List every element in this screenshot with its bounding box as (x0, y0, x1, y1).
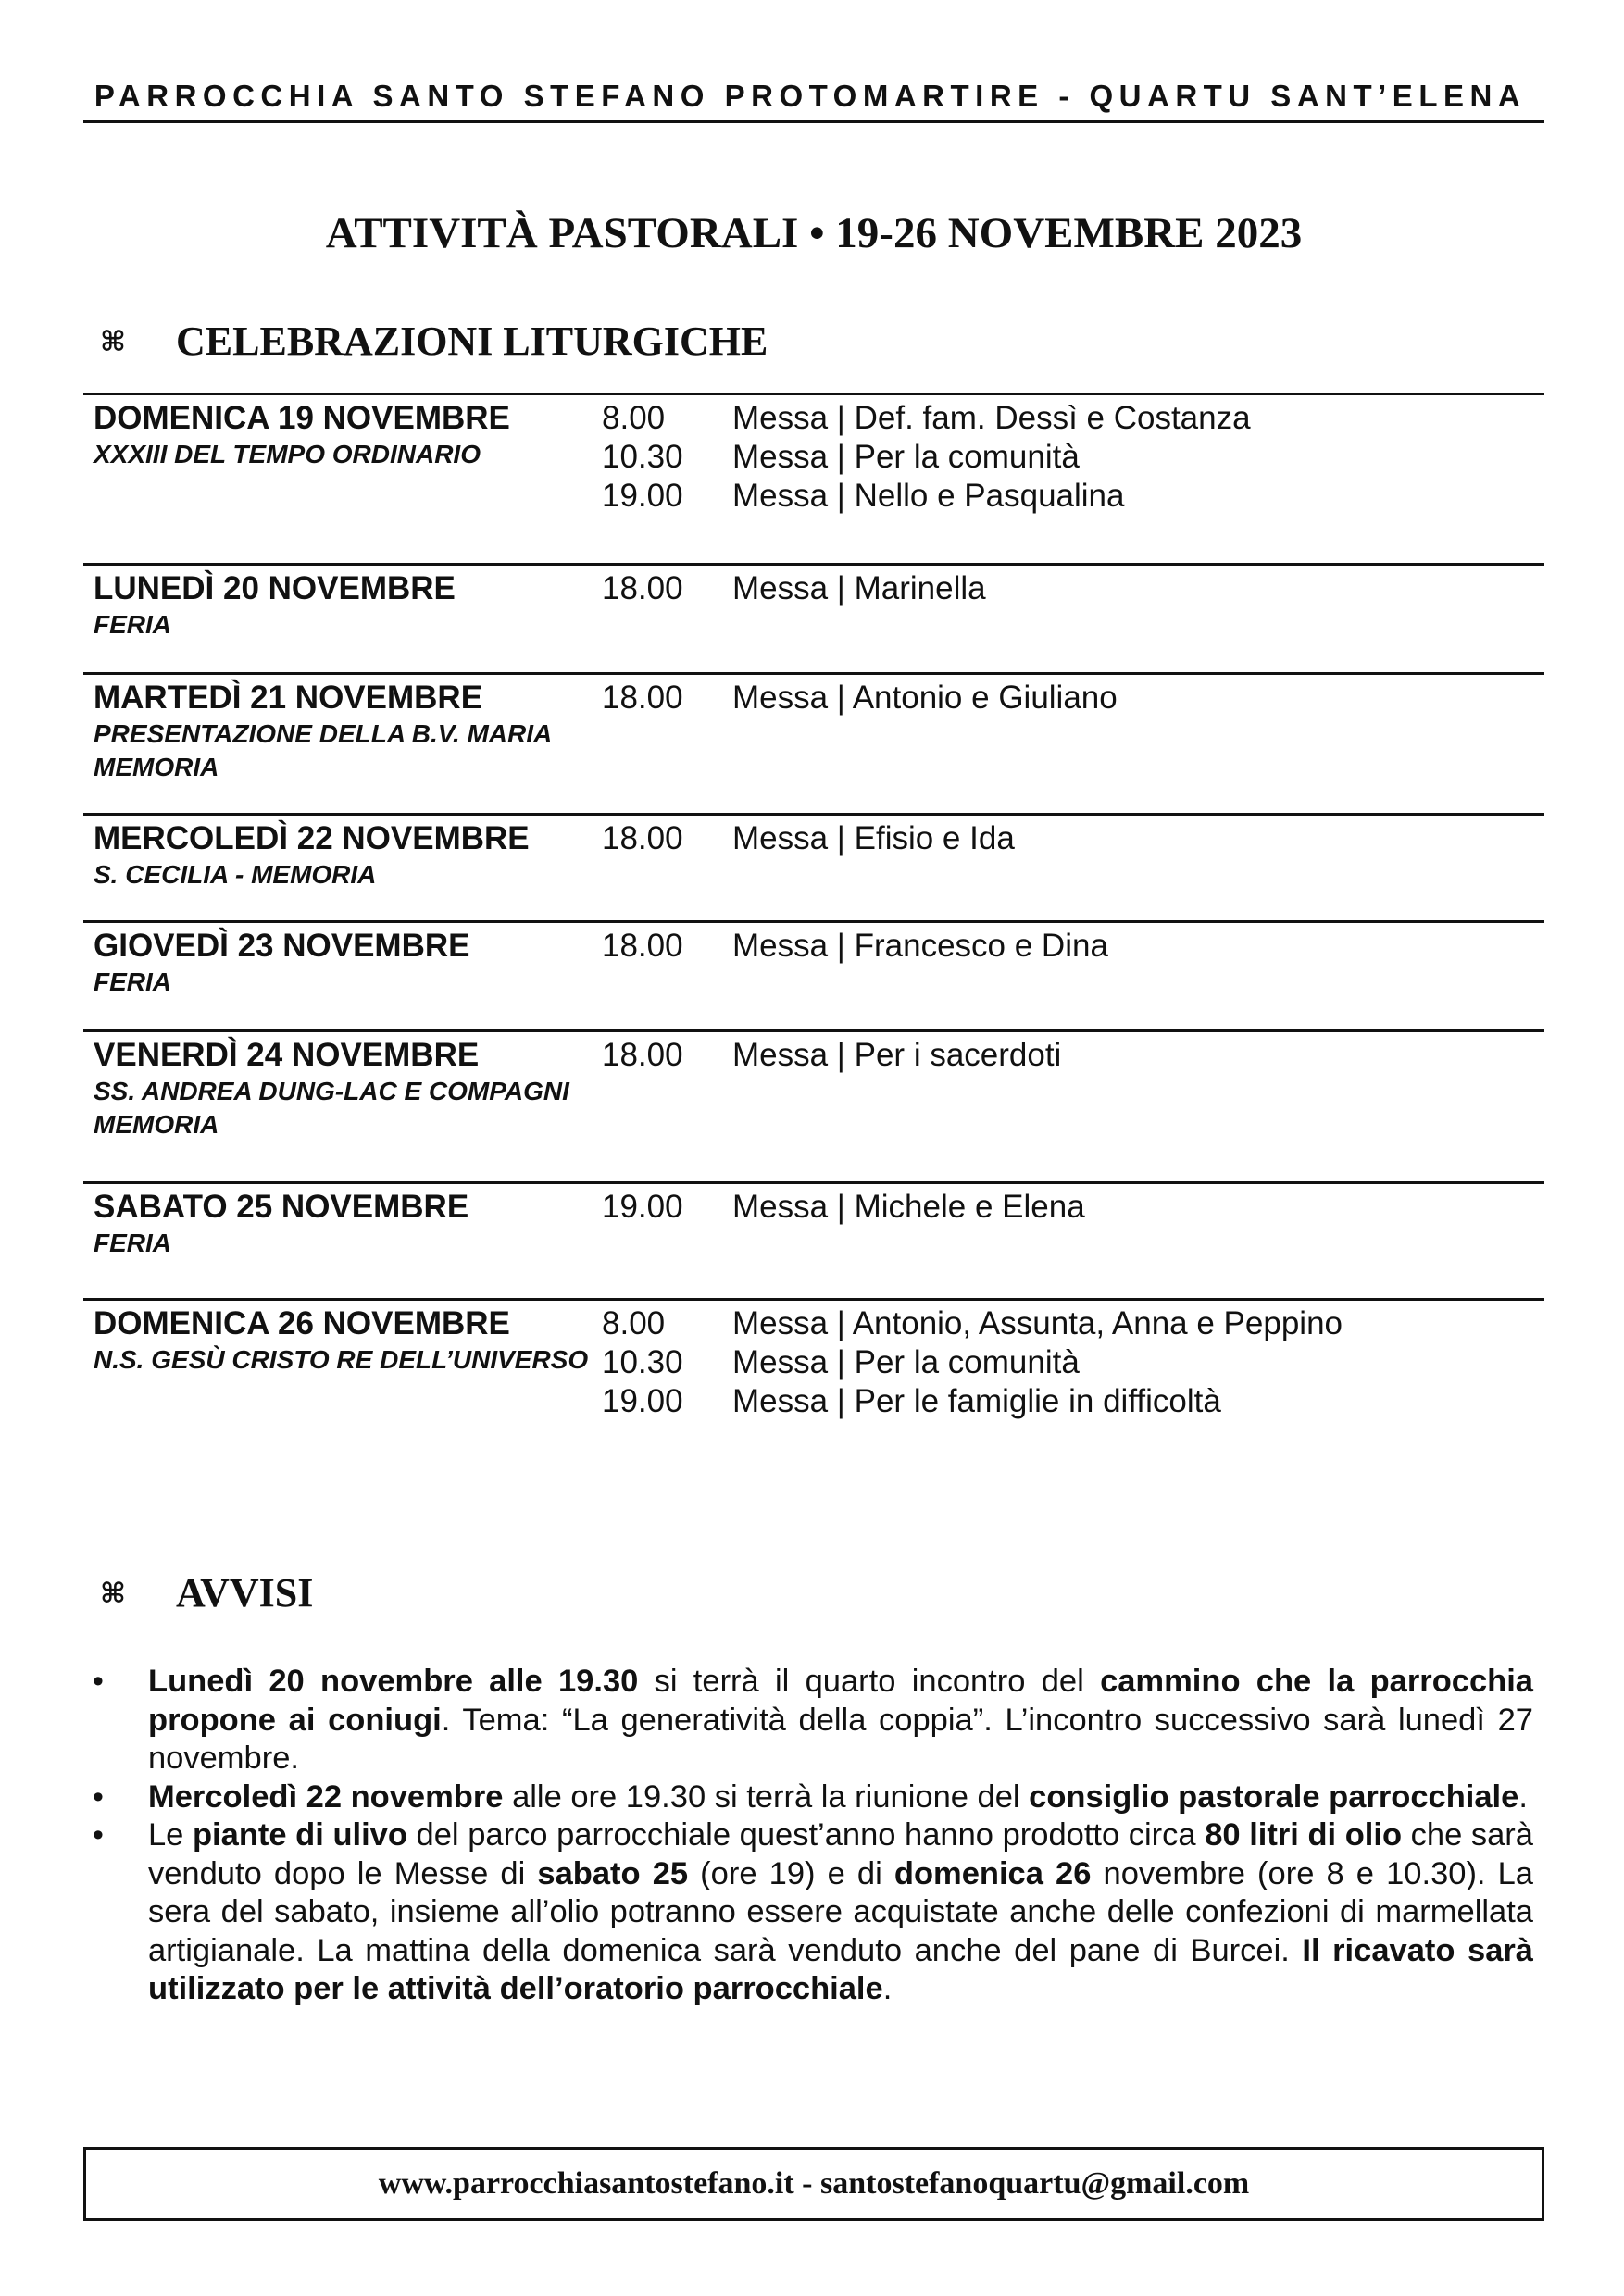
notice-text: (ore 19) e di (688, 1855, 894, 1891)
mass-intention: Messa | Francesco e Dina (732, 928, 1108, 964)
mass-intention: Messa | Def. fam. Dessì e Costanza (732, 400, 1251, 436)
schedule-row (83, 563, 1544, 672)
notices-list (93, 1663, 1533, 2009)
mass-item (602, 927, 1108, 966)
day-cell (94, 399, 612, 471)
section-heading-label: CELEBRAZIONI LITURGICHE (176, 318, 768, 364)
day-cell (94, 927, 612, 999)
mass-item (602, 1036, 1061, 1075)
notice-emphasis: piante di ulivo (192, 1817, 407, 1853)
mass-item (602, 438, 1251, 477)
schedule-row (83, 920, 1544, 1029)
mass-item (602, 1382, 1343, 1421)
bullet-icon: • (93, 1817, 104, 1853)
notice-text: Le (148, 1817, 193, 1853)
footer-contacts (83, 2147, 1544, 2221)
mass-intention: Messa | Efisio e Ida (732, 820, 1015, 856)
bullet-icon: • (93, 1778, 104, 1815)
liturgical-note: N.S. GESÙ CRISTO RE DELL’UNIVERSO (94, 1345, 589, 1374)
day-name: VENERDÌ 24 NOVEMBRE (94, 1037, 480, 1073)
mass-list (602, 927, 1108, 966)
mass-time: 8.00 (602, 1305, 666, 1341)
mass-intention: Messa | Per le famiglie in difficoltà (732, 1383, 1221, 1419)
schedule-row (83, 1029, 1544, 1181)
section-heading-label: AVVISI (176, 1570, 314, 1616)
liturgical-note: SS. ANDREA DUNG-LAC E COMPAGNI (94, 1077, 569, 1105)
mass-time: 19.00 (602, 1383, 683, 1419)
notice-item (93, 1816, 1533, 2009)
day-name: MARTEDÌ 21 NOVEMBRE (94, 680, 483, 716)
notice-text: novembre (ore 8 e 10.30). La sera del sabato, insieme all’olio potranno essere acquistate anche delle confezioni di marmellata artigianale. La mattina della domenica sarà venduto anche del pane di Burcei. (148, 1855, 1533, 1968)
day-cell (94, 1036, 612, 1142)
day-name: DOMENICA 19 NOVEMBRE (94, 400, 510, 436)
mass-intention: Messa | Nello e Pasqualina (732, 478, 1125, 514)
mass-list (602, 1188, 1085, 1227)
mass-list (602, 569, 986, 608)
star-bullet-icon: ⌘ (100, 327, 126, 357)
mass-list (602, 1304, 1343, 1421)
mass-time: 10.30 (602, 439, 683, 475)
header-divider (83, 120, 1544, 123)
mass-intention: Messa | Marinella (732, 570, 986, 606)
liturgical-note: S. CECILIA - MEMORIA (94, 860, 377, 889)
mass-item (602, 819, 1015, 858)
day-name: GIOVEDÌ 23 NOVEMBRE (94, 928, 470, 964)
mass-time: 10.30 (602, 1344, 683, 1380)
notice-item (93, 1778, 1533, 1817)
mass-item (602, 1304, 1343, 1343)
mass-list (602, 399, 1251, 516)
mass-item (602, 1343, 1343, 1382)
section-heading-liturgy (100, 317, 768, 368)
mass-intention: Messa | Antonio e Giuliano (732, 680, 1118, 716)
mass-intention: Messa | Per la comunità (732, 1344, 1080, 1380)
mass-item (602, 477, 1251, 516)
document-title: ATTIVITÀ PASTORALI • 19-26 NOVEMBRE 2023 (325, 209, 1303, 257)
mass-item (602, 399, 1251, 438)
liturgical-note: FERIA (94, 967, 171, 996)
section-heading-notices (100, 1568, 313, 1619)
mass-intention: Messa | Per i sacerdoti (732, 1037, 1062, 1073)
mass-time: 18.00 (602, 680, 683, 716)
notice-text: si terrà il quarto incontro del (638, 1664, 1101, 1699)
schedule-row (83, 1298, 1544, 1446)
day-name: LUNEDÌ 20 NOVEMBRE (94, 570, 456, 606)
schedule-row (83, 1181, 1544, 1298)
mass-item (602, 1188, 1085, 1227)
notice-text: del parco parrocchiale quest’anno hanno prodotto circa (406, 1817, 1206, 1853)
notice-emphasis: Il ricavato sarà utilizzato per le attività dell’oratorio parrocchiale (148, 1932, 1533, 2006)
notice-emphasis: Mercoledì 22 novembre (148, 1778, 504, 1815)
mass-list (602, 679, 1118, 718)
mass-time: 18.00 (602, 820, 683, 856)
mass-time: 8.00 (602, 400, 666, 436)
liturgical-note: FERIA (94, 610, 171, 639)
notice-emphasis: 80 litri di olio (1205, 1817, 1403, 1853)
notice-emphasis: sabato 25 (537, 1855, 689, 1891)
mass-intention: Messa | Per la comunità (732, 439, 1080, 475)
day-name: SABATO 25 NOVEMBRE (94, 1189, 469, 1225)
notice-emphasis: domenica 26 (893, 1855, 1092, 1891)
liturgy-schedule (83, 393, 1544, 1446)
schedule-row (83, 393, 1544, 563)
mass-list (602, 819, 1015, 858)
footer-contacts-text: www.parrocchiasantostefano.it - santostefanoquartu@gmail.com (378, 2166, 1250, 2201)
mass-time: 18.00 (602, 928, 683, 964)
liturgical-note: PRESENTAZIONE DELLA B.V. MARIA (94, 719, 553, 748)
liturgical-note: FERIA (94, 1229, 171, 1257)
mass-item (602, 679, 1118, 718)
liturgical-note: XXXIII DEL TEMPO ORDINARIO (94, 440, 481, 468)
mass-time: 19.00 (602, 1189, 683, 1225)
day-name: DOMENICA 26 NOVEMBRE (94, 1305, 510, 1341)
mass-intention: Messa | Antonio, Assunta, Anna e Peppino (732, 1305, 1343, 1341)
schedule-row (83, 813, 1544, 920)
bullet-icon: • (93, 1664, 104, 1699)
parish-header: PARROCCHIA SANTO STEFANO PROTOMARTIRE - QUARTU SANT’ELENA (94, 79, 1527, 113)
mass-intention: Messa | Michele e Elena (732, 1189, 1085, 1225)
mass-time: 18.00 (602, 570, 683, 606)
schedule-row (83, 672, 1544, 813)
notice-emphasis: cammino che la parrocchia propone ai coniugi (148, 1664, 1533, 1738)
day-cell (94, 569, 612, 642)
day-cell (94, 1188, 612, 1260)
notice-text: . (882, 1971, 893, 2006)
notice-text: alle ore 19.30 si terrà la riunione del (503, 1778, 1030, 1815)
day-cell (94, 819, 612, 892)
notice-item (93, 1663, 1533, 1778)
notice-text: che sarà venduto dopo le Messe di (148, 1817, 1533, 1891)
notice-text: . (1518, 1778, 1528, 1815)
mass-time: 18.00 (602, 1037, 683, 1073)
liturgical-note: MEMORIA (94, 753, 219, 781)
notice-emphasis: Lunedì 20 novembre alle 19.30 (148, 1664, 639, 1699)
star-bullet-icon: ⌘ (100, 1578, 126, 1609)
day-name: MERCOLEDÌ 22 NOVEMBRE (94, 820, 530, 856)
day-cell (94, 1304, 612, 1377)
notice-text: . Tema: “La generatività della coppia”. L’incontro successivo sarà lunedì 27 novembre. (148, 1702, 1533, 1776)
mass-time: 19.00 (602, 478, 683, 514)
liturgical-note: MEMORIA (94, 1110, 219, 1139)
mass-item (602, 569, 986, 608)
notice-emphasis: consiglio pastorale parrocchiale (1029, 1778, 1519, 1815)
day-cell (94, 679, 612, 784)
mass-list (602, 1036, 1061, 1075)
